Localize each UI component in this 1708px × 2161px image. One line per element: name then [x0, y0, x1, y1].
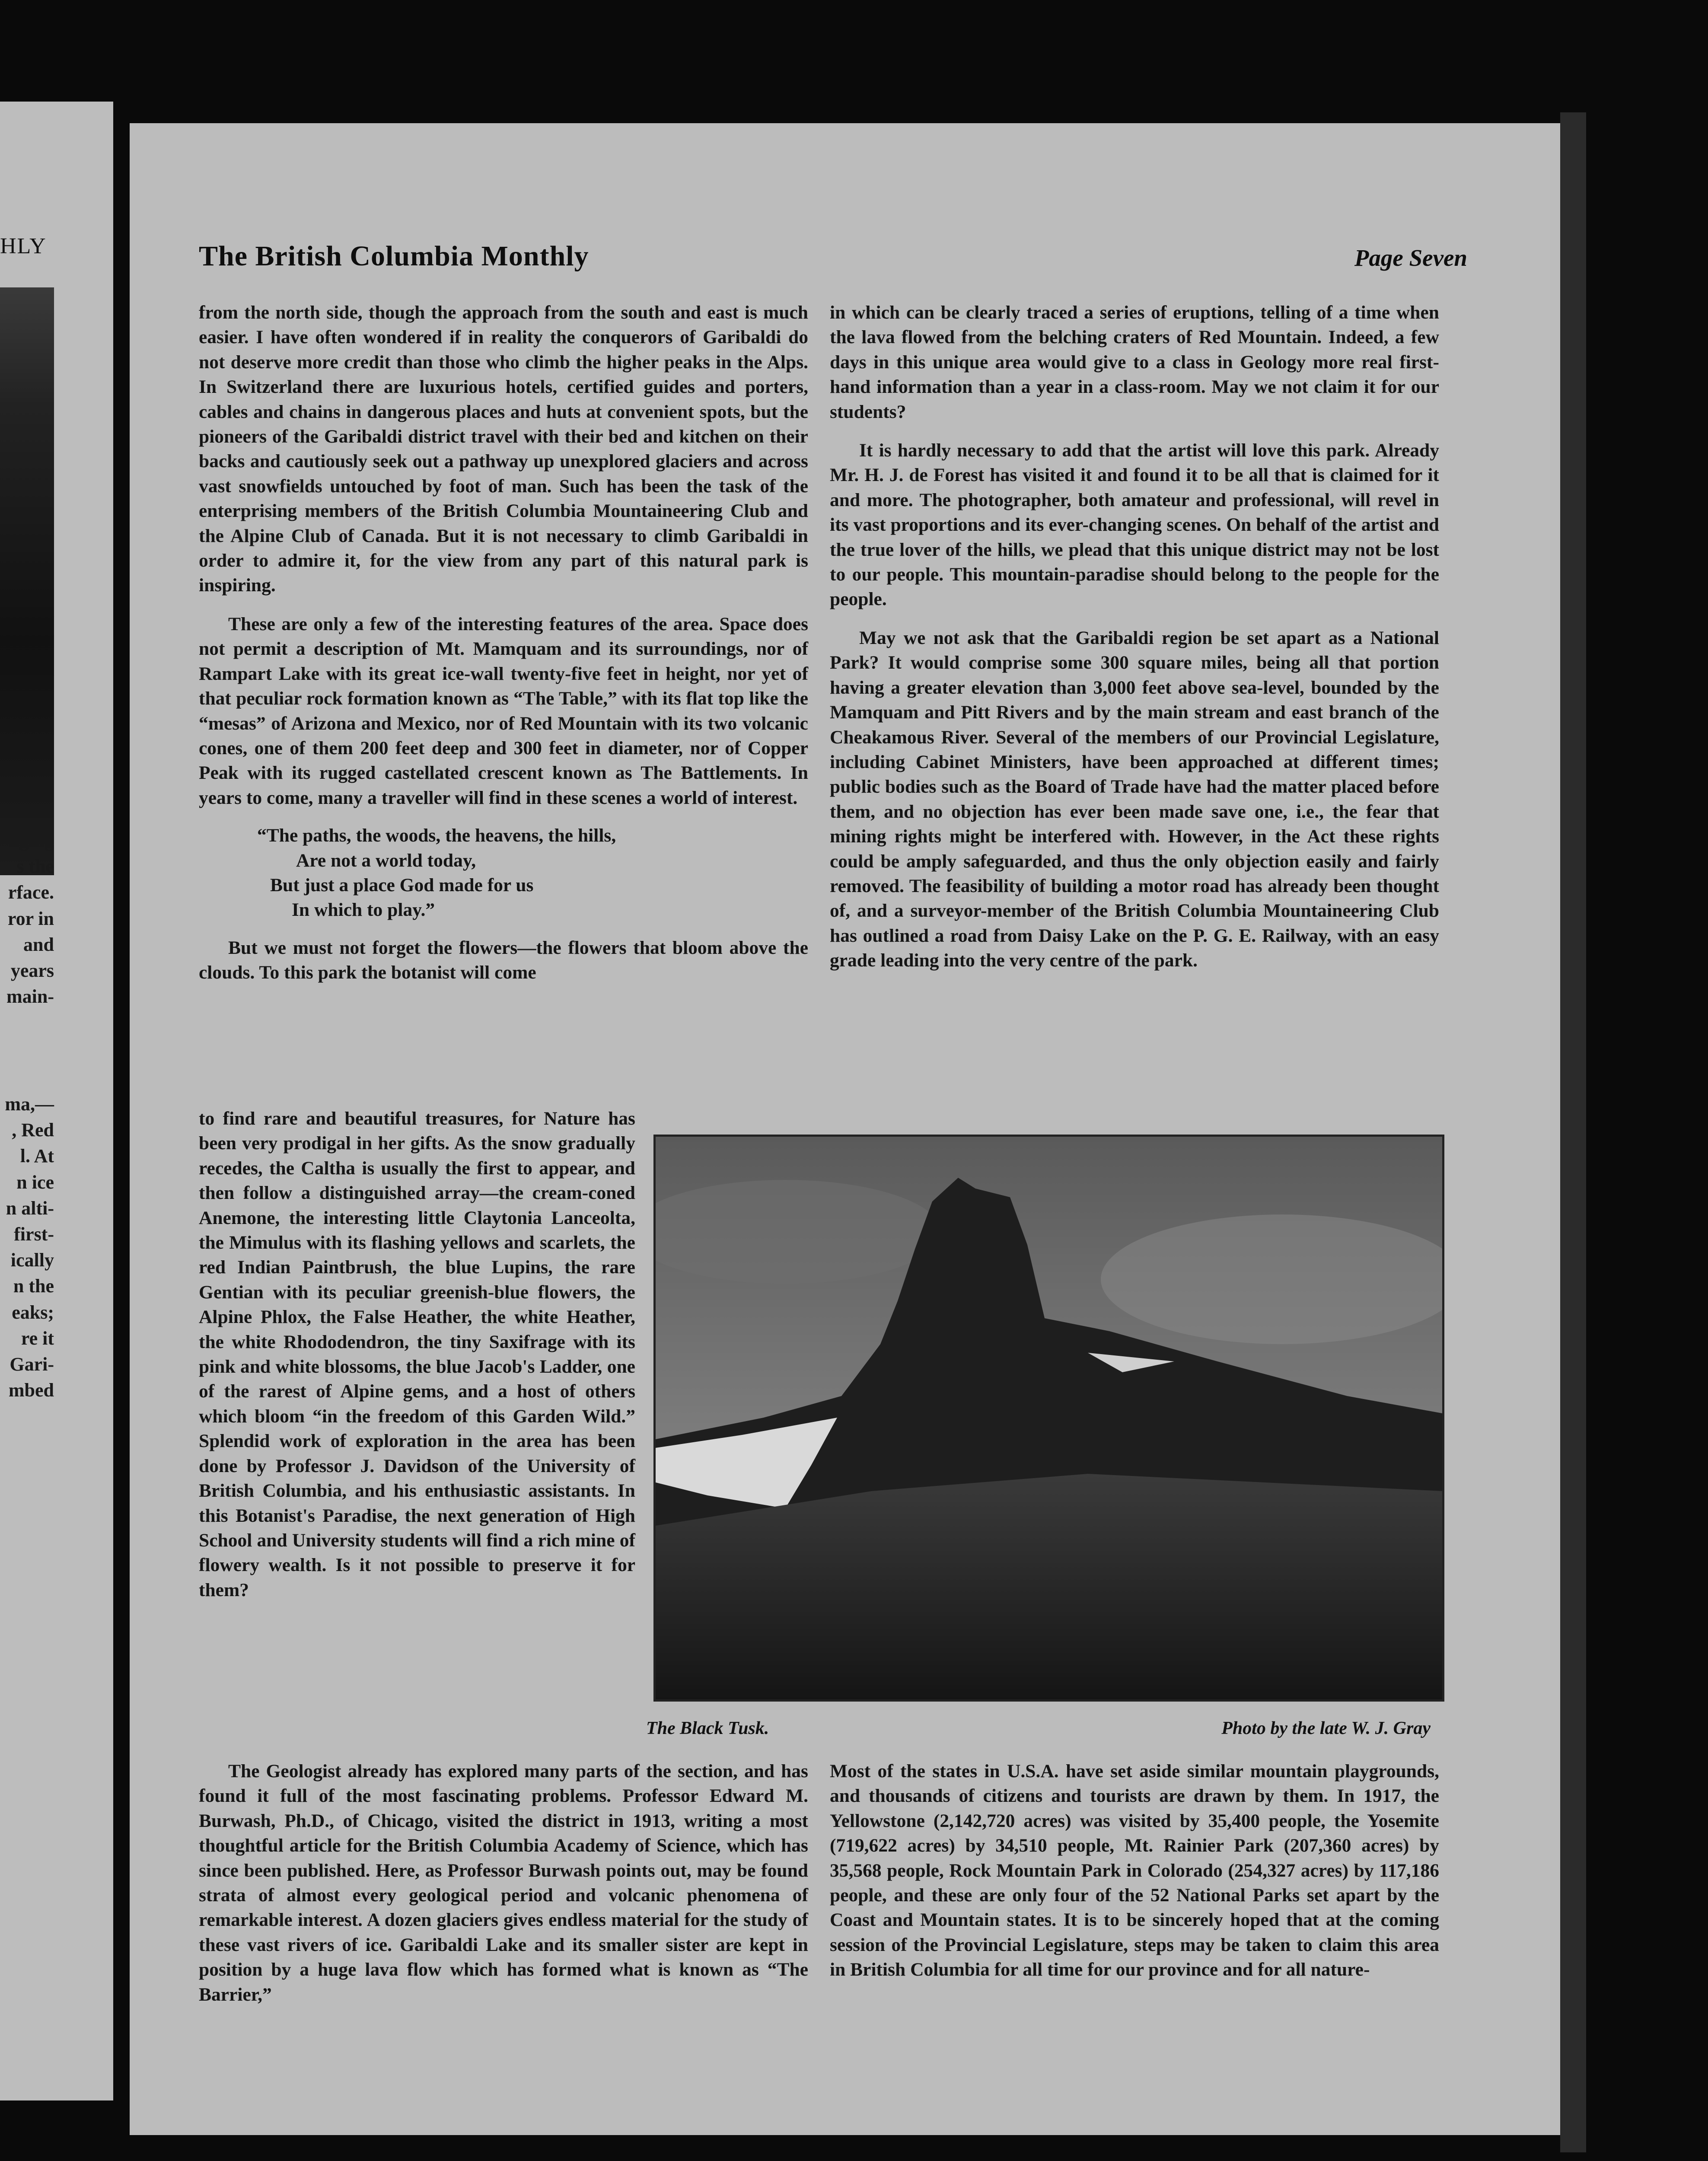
previous-page-fragments-2: ma,— , Red l. At n ice n alti- first- ically n the eaks; re it Gari- mbed	[5, 1093, 54, 1401]
previous-page-edge	[0, 102, 113, 2100]
black-tusk-photo	[653, 1135, 1444, 1702]
poem	[199, 823, 808, 923]
mountain-photo-illustration	[656, 1137, 1442, 1699]
paragraph: May we not ask that the Garibaldi region be set apart as a National Park? It would comprise some 300 square miles, being all that portion having a greater elevation than 3,000 feet above sea-level, bounded by the Mamquam and Pitt Rivers and by the main stream and east branch of the Cheakamous River. Several of the members of our Provincial Legislature, including Cabinet Ministers, have been approached at different times; public bodies such as the Board of Trade have had the matter placed before them, and no objection has ever been made save one, i.e., the fear that mining rights might be interfered with. However, in the Act these rights could be amply safeguarded, and thus the only objection easily and fairly removed. The feasibility of building a motor road has already been thought of, and a surveyor-member of the British Columbia Mountaineering Club has outlined a road from Daisy Lake on the P. G. E. Railway, with an easy grade leading into the very centre of the park.	[830, 627, 1439, 971]
paragraph: Most of the states in U.S.A. have set aside similar mountain playgrounds, and thousands of citizens and tourists are drawn by them. In 1917, the Yellowstone (2,142,720 acres) was visited by 35,400 people, the Yosemite (719,622 acres) by 34,510 people, Mt. Rainier Park (207,360 acres) by 35,568 people, Rock Mountain Park in Colorado (254,327 acres) by 117,186 people, and these are only four of the 52 National Parks set apart by the Coast and Mountain states. It is to be sincerely hoped that at the coming session of the Provincial Legislature, steps may be taken to claim this area in British Columbia for all time for our province and for all nature-	[830, 1761, 1439, 1980]
poem-line: “The paths, the woods, the heavens, the hills,	[257, 825, 616, 846]
poem-line: In which to play.”	[292, 899, 435, 921]
left-column-top	[199, 300, 808, 985]
poem-line: Are not a world today,	[296, 850, 476, 871]
right-column-top	[830, 300, 1439, 973]
poem-line: But just a place God made for us	[270, 874, 534, 896]
previous-page-header: HLY	[0, 234, 47, 258]
paragraph: from the north side, though the approach from the south and east is much easier. I have often wondered if in reality the conquerors of Garibaldi do not deserve more credit than those who climb the higher peaks in the Alps. In Switzerland there are luxurious hotels, certified guides and porters, cables and chains in dangerous places and huts at convenient spots, but the pioneers of the Garibaldi district travel with their bed and kitchen on their backs and cautiously seek out a pathway up unexplored glaciers and across vast snowfields untouched by foot of man. Such has been the task of the enterprising members of the British Columbia Mountaineering Club and the Alpine Club of Canada. But it is not necessary to climb Garibaldi in order to admire it, for the view from any part of this natural park is inspiring.	[199, 302, 808, 596]
page-shadow	[1560, 112, 1586, 2152]
paragraph: in which can be clearly traced a series of eruptions, telling of a time when the lava flowed from the belching craters of Red Mountain. Indeed, a few days in this unique area would give to a class in Geology more real first-hand information than a year in a class-room. May we not claim it for our students?	[830, 302, 1439, 422]
photo-credit: Photo by the late W. J. Gray	[1221, 1718, 1431, 1738]
paragraph: to find rare and beautiful treasures, for Nature has been very prodigal in her gifts. As the snow gradually recedes, the Caltha is usually the first to appear, and then follow a distinguished array—the cream-coned Anemone, the interesting little Claytonia Lanceolta, the Mimulus with its flashing yellows and scarlets, the red Indian Paintbrush, the blue Lupins, the rare Gentian with its peculiar greenish-blue flowers, the Alpine Phlox, the False Heather, the white Heather, the white Rhododendron, the tiny Saxifrage with its pink and white blossoms, the blue Jacob's Ladder, one of the rarest of Alpine gems, and a host of others which bloom “in the freedom of this Garden Wild.” Splendid work of exploration in the area has been done by Professor J. Davidson of the University of British Columbia, and his enthusiastic assistants. In this Botanist's Paradise, the next generation of High School and University students will find a rich mine of flowery wealth. Is it not possible to preserve it for them?	[199, 1108, 635, 1600]
right-column-bottom	[830, 1759, 1439, 1983]
left-column-bottom	[199, 1759, 808, 2007]
left-column-narrow	[199, 1106, 635, 1603]
previous-page-fragments-1: nging s the rface. ror in and years main-	[6, 830, 54, 1007]
page-number: Page Seven	[1354, 245, 1467, 271]
magazine-title: The British Columbia Monthly	[199, 240, 589, 272]
paragraph: These are only a few of the interesting features of the area. Space does not permit a description of Mt. Mamquam and its surroundings, nor of Rampart Lake with its great ice-wall twenty-five feet in height, nor yet of that peculiar rock formation known as “The Table,” with its flat top like the “mesas” of Arizona and Mexico, nor of Red Mountain with its two volcanic cones, one of them 200 feet deep and 300 feet in diameter, nor of Copper Peak with its rugged castellated crescent known as The Battlements. In years to come, many a traveller will find in these scenes a world of interest.	[199, 613, 808, 808]
paragraph: But we must not forget the flowers—the flowers that bloom above the clouds. To this park the botanist will come	[199, 937, 808, 983]
magazine-page	[130, 123, 1560, 2135]
paragraph: The Geologist already has explored many parts of the section, and has found it full of the most fascinating problems. Professor Edward M. Burwash, Ph.D., of Chicago, visited the district in 1913, writing a most thoughtful article for the British Columbia Academy of Science, which has since been published. Here, as Professor Burwash points out, may be found strata of almost every geological period and volcanic phenomena of remarkable interest. A dozen glaciers gives endless material for the study of these vast rivers of ice. Garibaldi Lake and its smaller sister are kept in position by a huge lava flow which has formed what is known as “The Barrier,”	[199, 1761, 808, 2005]
previous-page-photo	[0, 287, 54, 875]
photo-caption: The Black Tusk.	[646, 1718, 769, 1738]
paragraph: It is hardly necessary to add that the artist will love this park. Already Mr. H. J. de Forest has visited it and found it to be all that is claimed for it and more. The photographer, both amateur and professional, will revel in its vast proportions and its ever-changing scenes. On behalf of the artist and the true lover of the hills, we plead that this unique district may not be lost to our people. This mountain-paradise should belong to the people for the people.	[830, 440, 1439, 610]
